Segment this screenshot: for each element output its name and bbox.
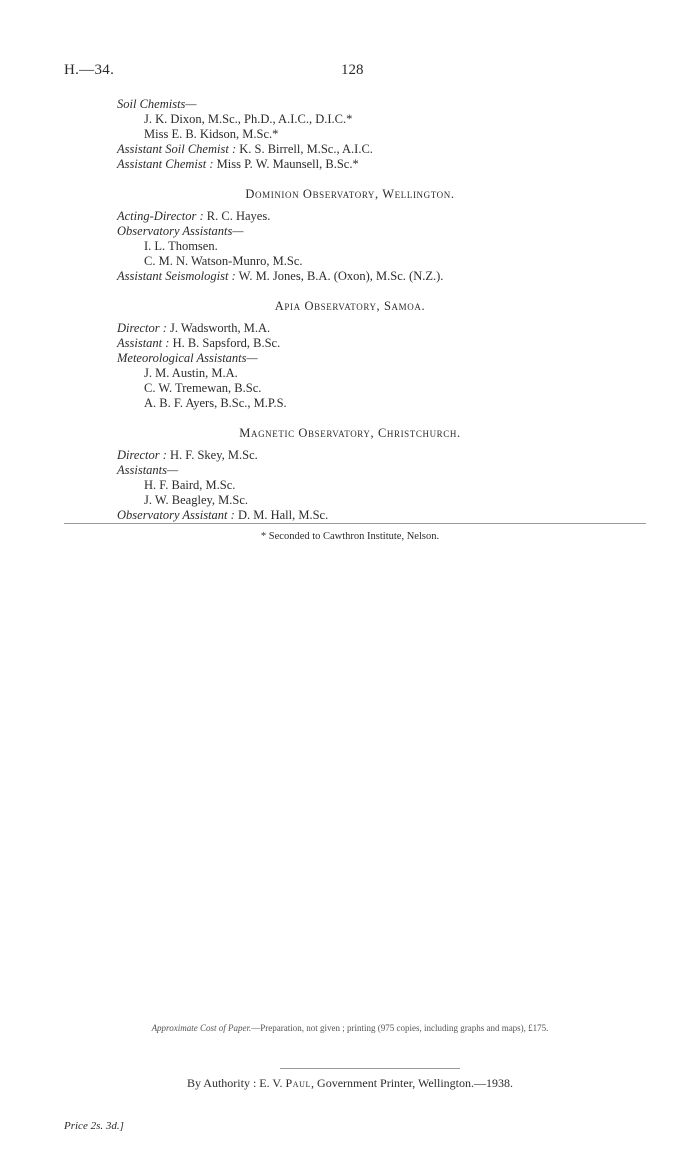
observatory-assistant-line [117,507,328,523]
person-name: K. S. Birrell, M.Sc., A.I.C. [239,142,373,156]
list-item: A. B. F. Ayers, B.Sc., M.P.S. [144,396,287,410]
list-item: J. K. Dixon, M.Sc., Ph.D., A.I.C., D.I.C.* [144,112,353,126]
person-name: R. C. Hayes. [206,209,271,223]
soil-chemists-heading: Soil Chemists— [117,97,197,111]
document-series-number: H.—34. [64,62,115,78]
list-item: J. W. Beagley, M.Sc. [144,493,249,507]
role-label: Assistant Soil Chemist : [117,142,237,156]
role-label: Director : [117,448,167,462]
director-line [117,447,258,463]
person-name: W. M. Jones, B.A. (Oxon), M.Sc. (N.Z.). [238,269,444,283]
person-name: H. F. Skey, M.Sc. [170,448,258,462]
role-label: Assistant Seismologist : [117,269,236,283]
role-label: Director : [117,321,167,335]
section-title: Magnetic Observatory, Christchurch. [239,426,461,440]
person-name: J. Wadsworth, M.A. [170,321,271,335]
imprint-prefix: By Authority : E. V. [186,1076,283,1090]
printer-imprint [0,1076,700,1091]
price-note: Price 2s. 3d.] [64,1120,124,1132]
assistant-line [117,335,280,351]
acting-director-line [117,208,270,224]
person-name: Miss P. W. Maunsell, B.Sc.* [216,157,359,171]
role-label: Acting-Director : [117,209,204,223]
page-number: 128 [341,62,364,78]
observatory-assistants-heading: Observatory Assistants— [117,224,244,238]
cost-note [0,1023,700,1033]
assistants-heading: Assistants— [117,463,179,477]
meteorological-assistants-heading: Meteorological Assistants— [117,351,258,365]
section-title: Dominion Observatory, Wellington. [245,187,455,201]
person-name: D. M. Hall, M.Sc. [237,508,329,522]
list-item: Miss E. B. Kidson, M.Sc.* [144,127,279,141]
role-label: Observatory Assistant : [117,508,235,522]
footnote-divider [64,523,646,524]
cost-note-label: Approximate Cost of Paper. [151,1023,252,1033]
director-line [117,320,270,336]
section-title: Apia Observatory, Samoa. [274,299,426,313]
list-item: H. F. Baird, M.Sc. [144,478,236,492]
footnote: * Seconded to Cawthron Institute, Nelson. [260,531,440,542]
printer-name: Paul [285,1076,312,1090]
role-label: Assistant Chemist : [117,157,214,171]
list-item: I. L. Thomsen. [144,239,218,253]
role-label: Assistant : [117,336,170,350]
cost-note-text: —Preparation, not given ; printing (975 copies, including graphs and maps), £175. [251,1023,549,1033]
imprint-suffix: , Government Printer, Wellington.—1938. [311,1076,514,1090]
person-name: H. B. Sapsford, B.Sc. [172,336,281,350]
assistant-chemist-line [117,156,359,172]
imprint-divider [280,1068,460,1069]
list-item: C. W. Tremewan, B.Sc. [144,381,262,395]
assistant-seismologist-line [117,268,443,284]
assistant-soil-chemist-line [117,141,373,157]
list-item: J. M. Austin, M.A. [144,366,238,380]
list-item: C. M. N. Watson-Munro, M.Sc. [144,254,303,268]
